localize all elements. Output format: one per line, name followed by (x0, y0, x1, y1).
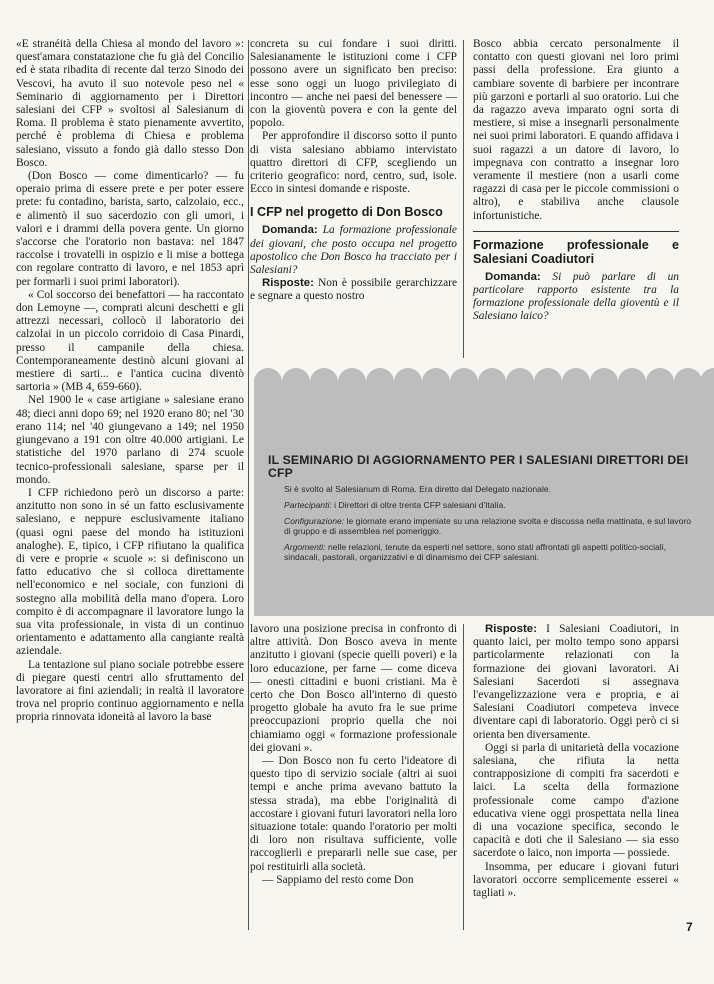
paragraph: « Col soccorso dei benefattori — ha raccontato don Lemoyne —, comprati alcuni deschetti e gli attrezzi necessari, collocò il laboratorio dei calzolai in un piccolo corridoio di Casa Pinardi, presso il campanile della chiesa. Contemporaneamente destinò alcuni giovani al mestiere di sarti... e l'antica cucina diventò sartoria » (MB 4, 659-660). (16, 288, 244, 394)
paragraph: Nel 1900 le « case artigiane » salesiane erano 48; dieci anni dopo 69; nel 1920 erano 80; nel '30 erano 114; nel '40 giungevano a 149; nel 1950 giungevano a 191 con oltre 40.000 artigiani. Le statistiche del 1970 parlano di 274 scuole tecnico-professionali salesiane, sparse per il mondo. (16, 394, 244, 486)
answer (473, 623, 679, 742)
heading-rule (473, 231, 679, 232)
question-text: Si può parlare di un particolare rapporto esistente tra la formazione professionale della gioventù e il Salesiano laico? (473, 270, 679, 323)
paragraph: (Don Bosco — come dimenticarlo? — fu operaio prima di essere prete e per poter essere prete: fu contadino, barista, sarto, calzolaio, ecc., e alimentò il suo sacerdozio con gli umori, i valori e i drammi della povera gente. Un giorno s'accorse che l'oratorio non bastava: nel 1847 raccolse i trovatelli in ospizio e li mise a bottega con regolare contratto di lavoro, e nel 1853 aprì per formarli i suoi primi laboratori). (16, 170, 244, 288)
section-heading: Formazione professionale e Salesiani Coadiutori (473, 237, 679, 266)
paragraph: — Sappiamo del resto come Don (262, 873, 414, 886)
paragraph: «E stranéità della Chiesa al mondo del lavoro »: quest'amara constatazione che fu già del Concilio ed è stata ribadita di recente dal terzo Sinodo dei Vescovi, ha avuto il suo notevole peso nel « Seminario di aggiornamento per i Direttori salesiani dei CFP » svoltosi al Salesianum di Roma. Il problema è stato pienamente avvertito, perché è problema di Chiesa e problema salesiano, vissuto a fondo già dallo stesso Don Bosco. (16, 38, 244, 169)
box-line (284, 500, 694, 510)
box-line-label: Argomenti: (284, 542, 326, 552)
question-label: Domanda: (485, 270, 541, 283)
column-divider (463, 624, 464, 930)
question-text: La formazione professionale dei giovani, che posto occupa nel progetto apostolico che Don Bosco ha tracciato per i Salesiani? (250, 224, 457, 277)
column-divider (463, 40, 464, 358)
box-line-text: le giornate erano impeniate su una relazione svolta e discussa nella mattinata, e sul lavoro di gruppo e di assemblea nel pomeriggio. (284, 516, 692, 537)
box-line: Si è svolto al Salesianum di Roma. Era diretto dal Delegato nazionale. (284, 484, 552, 494)
paragraph: Bosco abbia cercato personalmente il contatto con questi giovani nei loro primi passi della professione. Era giunto a cambiare sovente di barbiere per incontrare più garzoni e portarli al suo oratorio. Lui che da ragazzo aveva imparato ogni sorta di mestiere, si mise a insegnarli personalmente nei suoi primi laboratori. E quando affidava i suoi ragazzi a un datore di lavoro, lo impegnava con contratto a insegnar loro veramente il mestiere (non a usarli come ragazzi di casa per le piccole commissioni o altro), e stabiliva anche clausole infortunistiche. (473, 38, 679, 222)
column-1 (16, 38, 244, 725)
box-line-text: i Direttori di oltre trenta CFP salesiani d'Italia. (334, 500, 506, 510)
column-3-bottom (473, 623, 679, 900)
section-heading: I CFP nel progetto di Don Bosco (250, 205, 443, 220)
column-2-top (250, 38, 457, 304)
box-line-label: Partecipanti: (284, 500, 332, 510)
column-3-top (473, 38, 679, 324)
box-title: IL SEMINARIO DI AGGIORNAMENTO PER I SALESIANI DIRETTORI DEI CFP (268, 453, 689, 480)
page-number: 7 (686, 920, 693, 934)
column-divider (248, 40, 249, 930)
answer (250, 277, 457, 303)
box-line-text: nelle relazioni, tenute da esperti nel settore, sono stati affrontati gli aspetti politico-sociali, sindacali, pastorali, organizzativi e di dinamismo dei CFP salesiani. (284, 542, 667, 563)
answer-label: Risposte: (485, 623, 537, 635)
answer-label: Risposte: (262, 277, 314, 290)
box-line (284, 542, 694, 563)
answer-text: I Salesiani Coadiutori, in quanto laici, per molto tempo sono apparsi particolarmente relazionati con la formazione dei giovani lavoratori. Ai Salesiani Sacerdoti si assegnava l'evangelizzazione vera e propria, e ai Salesiani Coadiutori competeva invece diventare capi di laboratorio. Oggi però ci si orienta ben diversamente. (473, 623, 679, 741)
box-line-label: Configurazione: (284, 516, 345, 526)
question (473, 271, 679, 324)
seminar-info-box (254, 368, 714, 616)
paragraph: Insomma, per educare i giovani futuri lavoratori occorre semplicemente esserei « tagliati ». (473, 860, 679, 900)
paragraph: I CFP richiedono però un discorso a parte: anzitutto non sono in sé un fatto esclusivamente salesiano, e neppure esclusivamente italiano (quasi ogni paese del mondo ha istituzioni analoghe). E, tipico, i CFP rifiutano la qualifica di vere e proprie « scuole »: si definiscono un fatto educativo che si colloca direttamente nell'economico e nel sociale, con funzioni di sostegno alla mobilità della mano d'opera. Loro compito è di accompagnare il lavoratore lungo la sua vita professionale, in vista di un continuo orientamento e adattamento alla cangiante realtà aziendale. (16, 486, 244, 658)
column-2-bottom (250, 623, 457, 887)
question-label: Domanda: (262, 224, 318, 237)
answer-text: Non è possibile gerarchizzare e segnare a questo nostro (250, 277, 457, 303)
paragraph: Per approfondire il discorso sotto il punto di vista salesiano abbiamo intervistato quattro direttori di CFP, scegliendo un criterio geografico: nord, centro, sud, isole. Ecco in sintesi domande e risposte. (250, 130, 457, 196)
paragraph: concreta su cui fondare i suoi diritti. Salesianamente le istituzioni come i CFP possono avere un significato ben preciso: esse sono oggi un luogo privilegiato di incontro — anche nei paesi del benessere — con la gioventù povera e con la gente del popolo. (250, 38, 457, 130)
paragraph: lavoro una posizione precisa in confronto di altre attività. Don Bosco aveva in mente anzitutto i giovani (specie quelli poveri) e la loro educazione, per farne — come diceva — onesti cittadini e buoni cristiani. Ma è certo che Don Bosco all'interno di questo progetto globale ha avuto fra le sue prime preoccupazioni proprio quella che noi chiamiamo oggi « formazione professionale dei giovani ». (250, 623, 457, 754)
paragraph: — Don Bosco non fu certo l'ideatore di questo tipo di servizio sociale (altri ai suoi tempi e anche prima avevano battuto la stessa strada), ma ebbe l'originalità di accostare i giovani futuri lavoratori nella loro situazione totale: quando l'oratorio per molti di loro non risultava sufficiente, volle raccoglierli e prepararli nelle sue case, per poi restituirli alla società. (250, 755, 457, 873)
paragraph: La tentazione sul piano sociale potrebbe essere di piegare questi centri allo sfruttamento del lavoratore ai fini aziendali; in realtà il lavoratore trova nel proprio continuo aggiornamento e nella propria rinnovata idoneità al lavoro la base (16, 658, 244, 724)
scalloped-edge (254, 368, 714, 398)
question (250, 224, 457, 277)
paragraph: Oggi si parla di unitarietà della vocazione salesiana, che rifiuta la netta contrapposizione di compiti fra sacerdoti e laici. La scelta della formazione professionale come campo d'azione educativa viene oggi prospettata nella linea di una vocazione specifica, secondo le capacità e doti che il Salesiano — sia esso sacerdote o laico, non importa — possiede. (473, 741, 679, 860)
box-line (284, 516, 694, 537)
